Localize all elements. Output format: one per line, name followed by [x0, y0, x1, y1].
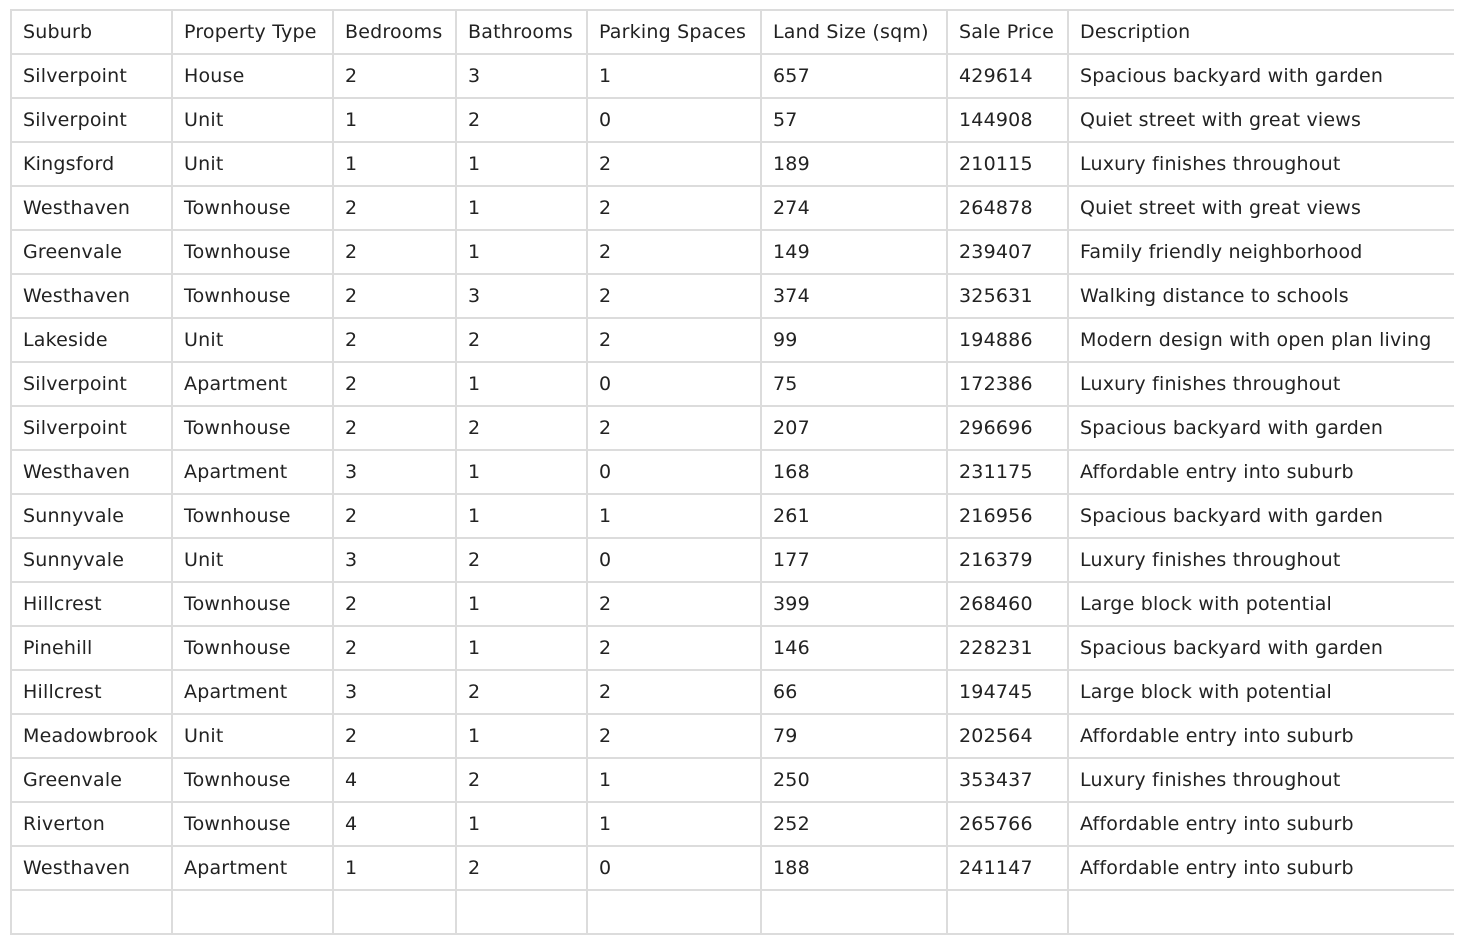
bathrooms-cell: 2 — [456, 318, 587, 362]
parking-spaces-cell: 0 — [587, 362, 761, 406]
property-type-cell: Unit — [172, 98, 333, 142]
table-row — [11, 890, 1454, 934]
header-row — [11, 10, 1454, 54]
parking-spaces-cell: 2 — [587, 626, 761, 670]
parking-spaces-cell: 0 — [587, 450, 761, 494]
suburb-cell — [11, 890, 172, 934]
property-type-cell: Townhouse — [172, 626, 333, 670]
description-cell: Luxury finishes throughout — [1068, 758, 1454, 802]
parking-spaces-cell: 2 — [587, 714, 761, 758]
parking-spaces-cell: 0 — [587, 538, 761, 582]
suburb-cell: Westhaven — [11, 846, 172, 890]
bathrooms-cell: 2 — [456, 846, 587, 890]
description-cell: Affordable entry into suburb — [1068, 714, 1454, 758]
suburb-cell: Silverpoint — [11, 98, 172, 142]
column-header-bathrooms: Bathrooms — [456, 10, 587, 54]
sale-price-cell: 241147 — [947, 846, 1068, 890]
description-cell: Spacious backyard with garden — [1068, 406, 1454, 450]
suburb-cell: Greenvale — [11, 230, 172, 274]
table-row — [11, 186, 1454, 230]
table-header — [11, 10, 1454, 54]
bedrooms-cell: 2 — [333, 318, 456, 362]
parking-spaces-cell: 2 — [587, 582, 761, 626]
suburb-cell: Lakeside — [11, 318, 172, 362]
land-size-cell: 374 — [761, 274, 947, 318]
land-size-cell: 657 — [761, 54, 947, 98]
description-cell: Quiet street with great views — [1068, 98, 1454, 142]
column-header-bedrooms: Bedrooms — [333, 10, 456, 54]
table-row — [11, 318, 1454, 362]
property-type-cell: Apartment — [172, 846, 333, 890]
bedrooms-cell: 2 — [333, 230, 456, 274]
bathrooms-cell: 2 — [456, 538, 587, 582]
bedrooms-cell: 4 — [333, 802, 456, 846]
property-type-cell: Townhouse — [172, 758, 333, 802]
property-type-cell: Townhouse — [172, 406, 333, 450]
parking-spaces-cell: 1 — [587, 758, 761, 802]
bathrooms-cell: 1 — [456, 802, 587, 846]
bathrooms-cell: 1 — [456, 582, 587, 626]
table-row — [11, 802, 1454, 846]
bathrooms-cell: 1 — [456, 186, 587, 230]
description-cell: Luxury finishes throughout — [1068, 142, 1454, 186]
sale-price-cell: 265766 — [947, 802, 1068, 846]
property-type-cell: House — [172, 54, 333, 98]
table-row — [11, 274, 1454, 318]
bedrooms-cell: 2 — [333, 274, 456, 318]
suburb-cell: Greenvale — [11, 758, 172, 802]
land-size-cell: 261 — [761, 494, 947, 538]
bedrooms-cell — [333, 890, 456, 934]
description-cell: Affordable entry into suburb — [1068, 450, 1454, 494]
bathrooms-cell: 1 — [456, 626, 587, 670]
property-type-cell: Unit — [172, 318, 333, 362]
parking-spaces-cell: 2 — [587, 274, 761, 318]
table-row — [11, 758, 1454, 802]
sale-price-cell: 172386 — [947, 362, 1068, 406]
suburb-cell: Kingsford — [11, 142, 172, 186]
suburb-cell: Westhaven — [11, 274, 172, 318]
bathrooms-cell: 2 — [456, 98, 587, 142]
bedrooms-cell: 1 — [333, 98, 456, 142]
sale-price-cell: 325631 — [947, 274, 1068, 318]
sale-price-cell: 231175 — [947, 450, 1068, 494]
suburb-cell: Sunnyvale — [11, 538, 172, 582]
sale-price-cell: 216956 — [947, 494, 1068, 538]
sale-price-cell: 202564 — [947, 714, 1068, 758]
table-row — [11, 626, 1454, 670]
description-cell — [1068, 890, 1454, 934]
table-row — [11, 538, 1454, 582]
sale-price-cell: 296696 — [947, 406, 1068, 450]
description-cell: Spacious backyard with garden — [1068, 54, 1454, 98]
bedrooms-cell: 4 — [333, 758, 456, 802]
land-size-cell — [761, 890, 947, 934]
property-type-cell: Unit — [172, 142, 333, 186]
bathrooms-cell: 3 — [456, 54, 587, 98]
land-size-cell: 177 — [761, 538, 947, 582]
table-row — [11, 582, 1454, 626]
bedrooms-cell: 3 — [333, 450, 456, 494]
suburb-cell: Silverpoint — [11, 362, 172, 406]
land-size-cell: 188 — [761, 846, 947, 890]
sale-price-cell: 239407 — [947, 230, 1068, 274]
property-type-cell: Townhouse — [172, 494, 333, 538]
parking-spaces-cell: 1 — [587, 494, 761, 538]
property-type-cell: Apartment — [172, 670, 333, 714]
property-type-cell: Townhouse — [172, 230, 333, 274]
description-cell: Walking distance to schools — [1068, 274, 1454, 318]
bathrooms-cell — [456, 890, 587, 934]
sale-price-cell: 429614 — [947, 54, 1068, 98]
property-type-cell: Apartment — [172, 362, 333, 406]
sale-price-cell: 210115 — [947, 142, 1068, 186]
sale-price-cell: 194745 — [947, 670, 1068, 714]
bedrooms-cell: 3 — [333, 538, 456, 582]
bedrooms-cell: 2 — [333, 362, 456, 406]
parking-spaces-cell: 2 — [587, 186, 761, 230]
parking-spaces-cell: 2 — [587, 230, 761, 274]
parking-spaces-cell: 2 — [587, 318, 761, 362]
column-header-sale-price: Sale Price — [947, 10, 1068, 54]
property-sales-table-container — [10, 9, 1454, 940]
suburb-cell: Westhaven — [11, 186, 172, 230]
bedrooms-cell: 1 — [333, 846, 456, 890]
bathrooms-cell: 2 — [456, 670, 587, 714]
bathrooms-cell: 1 — [456, 230, 587, 274]
property-sales-table — [10, 9, 1454, 935]
description-cell: Luxury finishes throughout — [1068, 362, 1454, 406]
sale-price-cell: 194886 — [947, 318, 1068, 362]
table-row — [11, 406, 1454, 450]
table-row — [11, 98, 1454, 142]
description-cell: Spacious backyard with garden — [1068, 626, 1454, 670]
column-header-description: Description — [1068, 10, 1454, 54]
sale-price-cell: 216379 — [947, 538, 1068, 582]
suburb-cell: Hillcrest — [11, 582, 172, 626]
property-type-cell — [172, 890, 333, 934]
description-cell: Affordable entry into suburb — [1068, 846, 1454, 890]
bedrooms-cell: 2 — [333, 54, 456, 98]
property-type-cell: Townhouse — [172, 802, 333, 846]
table-row — [11, 846, 1454, 890]
land-size-cell: 66 — [761, 670, 947, 714]
bedrooms-cell: 2 — [333, 714, 456, 758]
bedrooms-cell: 2 — [333, 626, 456, 670]
description-cell: Affordable entry into suburb — [1068, 802, 1454, 846]
description-cell: Luxury finishes throughout — [1068, 538, 1454, 582]
bathrooms-cell: 1 — [456, 494, 587, 538]
land-size-cell: 75 — [761, 362, 947, 406]
land-size-cell: 149 — [761, 230, 947, 274]
bedrooms-cell: 2 — [333, 582, 456, 626]
description-cell: Spacious backyard with garden — [1068, 494, 1454, 538]
bathrooms-cell: 2 — [456, 406, 587, 450]
parking-spaces-cell: 0 — [587, 98, 761, 142]
bedrooms-cell: 2 — [333, 186, 456, 230]
suburb-cell: Sunnyvale — [11, 494, 172, 538]
bathrooms-cell: 1 — [456, 714, 587, 758]
sale-price-cell — [947, 890, 1068, 934]
suburb-cell: Silverpoint — [11, 406, 172, 450]
land-size-cell: 250 — [761, 758, 947, 802]
bedrooms-cell: 1 — [333, 142, 456, 186]
column-header-land-size: Land Size (sqm) — [761, 10, 947, 54]
table-row — [11, 230, 1454, 274]
property-type-cell: Unit — [172, 714, 333, 758]
land-size-cell: 207 — [761, 406, 947, 450]
suburb-cell: Hillcrest — [11, 670, 172, 714]
suburb-cell: Pinehill — [11, 626, 172, 670]
parking-spaces-cell: 2 — [587, 142, 761, 186]
sale-price-cell: 264878 — [947, 186, 1068, 230]
property-type-cell: Townhouse — [172, 186, 333, 230]
bathrooms-cell: 3 — [456, 274, 587, 318]
parking-spaces-cell: 0 — [587, 846, 761, 890]
parking-spaces-cell: 2 — [587, 406, 761, 450]
bathrooms-cell: 2 — [456, 758, 587, 802]
table-row — [11, 54, 1454, 98]
property-type-cell: Townhouse — [172, 274, 333, 318]
bathrooms-cell: 1 — [456, 362, 587, 406]
land-size-cell: 189 — [761, 142, 947, 186]
column-header-suburb: Suburb — [11, 10, 172, 54]
land-size-cell: 168 — [761, 450, 947, 494]
table-row — [11, 670, 1454, 714]
land-size-cell: 399 — [761, 582, 947, 626]
bedrooms-cell: 3 — [333, 670, 456, 714]
parking-spaces-cell: 1 — [587, 802, 761, 846]
sale-price-cell: 228231 — [947, 626, 1068, 670]
property-type-cell: Townhouse — [172, 582, 333, 626]
table-row — [11, 142, 1454, 186]
sale-price-cell: 268460 — [947, 582, 1068, 626]
land-size-cell: 79 — [761, 714, 947, 758]
bathrooms-cell: 1 — [456, 142, 587, 186]
land-size-cell: 252 — [761, 802, 947, 846]
table-row — [11, 362, 1454, 406]
land-size-cell: 274 — [761, 186, 947, 230]
bedrooms-cell: 2 — [333, 406, 456, 450]
table-row — [11, 714, 1454, 758]
suburb-cell: Meadowbrook — [11, 714, 172, 758]
sale-price-cell: 144908 — [947, 98, 1068, 142]
bedrooms-cell: 2 — [333, 494, 456, 538]
property-type-cell: Unit — [172, 538, 333, 582]
table-row — [11, 494, 1454, 538]
land-size-cell: 99 — [761, 318, 947, 362]
description-cell: Modern design with open plan living — [1068, 318, 1454, 362]
parking-spaces-cell: 1 — [587, 54, 761, 98]
parking-spaces-cell — [587, 890, 761, 934]
description-cell: Family friendly neighborhood — [1068, 230, 1454, 274]
suburb-cell: Westhaven — [11, 450, 172, 494]
description-cell: Large block with potential — [1068, 582, 1454, 626]
description-cell: Large block with potential — [1068, 670, 1454, 714]
column-header-property-type: Property Type — [172, 10, 333, 54]
sale-price-cell: 353437 — [947, 758, 1068, 802]
table-body — [11, 54, 1454, 934]
property-type-cell: Apartment — [172, 450, 333, 494]
bathrooms-cell: 1 — [456, 450, 587, 494]
parking-spaces-cell: 2 — [587, 670, 761, 714]
land-size-cell: 57 — [761, 98, 947, 142]
description-cell: Quiet street with great views — [1068, 186, 1454, 230]
suburb-cell: Riverton — [11, 802, 172, 846]
suburb-cell: Silverpoint — [11, 54, 172, 98]
table-row — [11, 450, 1454, 494]
column-header-parking-spaces: Parking Spaces — [587, 10, 761, 54]
land-size-cell: 146 — [761, 626, 947, 670]
